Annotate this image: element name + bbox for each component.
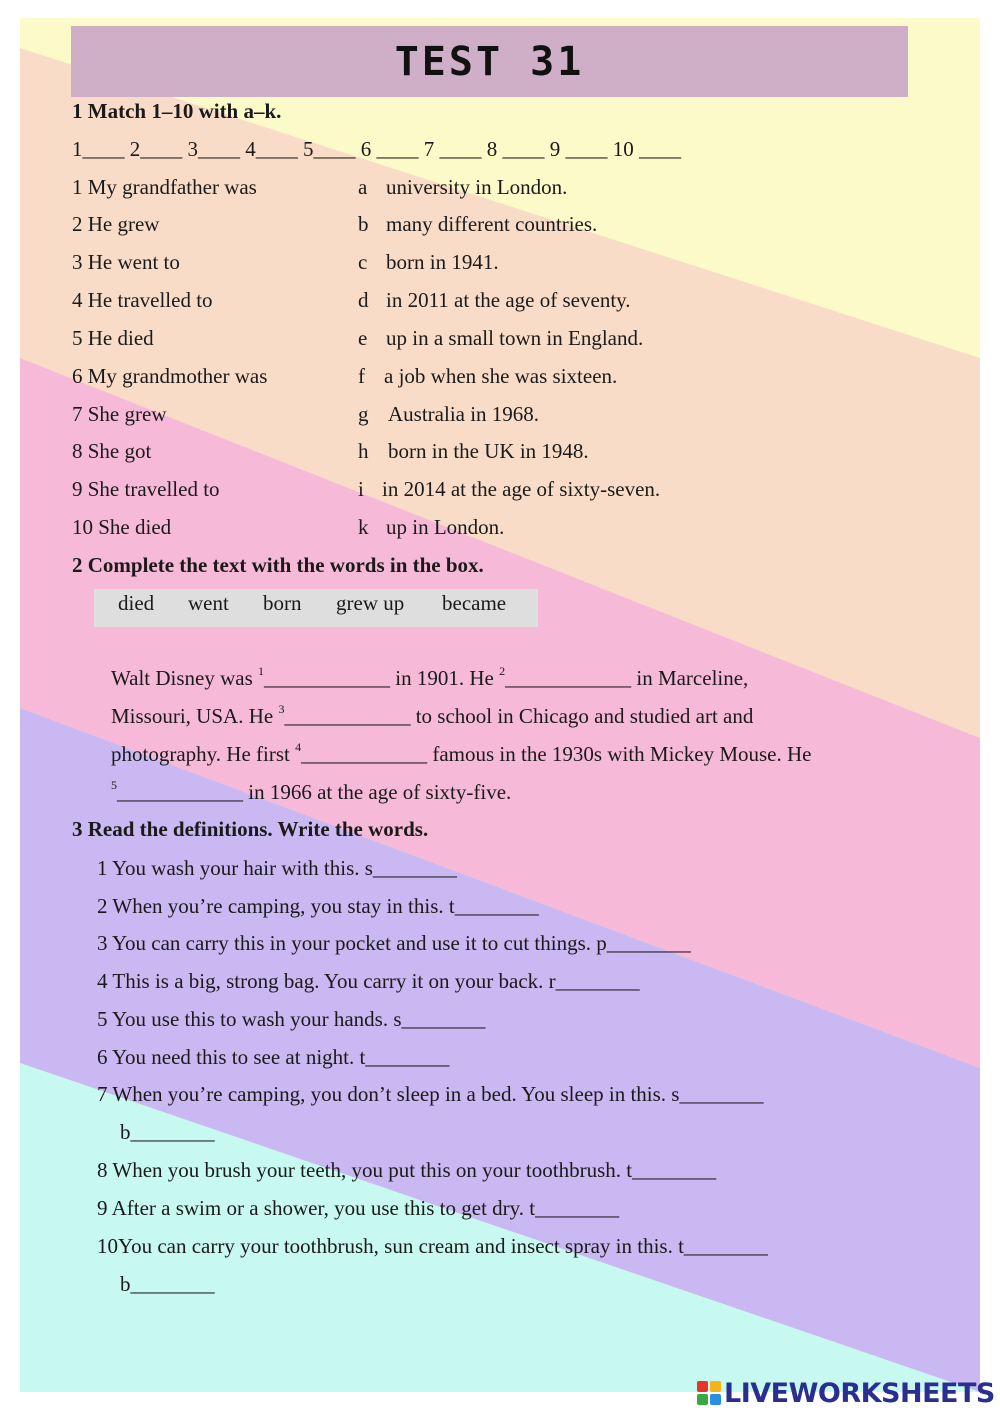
match-left-item: 5 He died bbox=[72, 326, 154, 350]
match-letter: f bbox=[358, 364, 365, 388]
match-right-item: many different countries. bbox=[386, 212, 598, 236]
definition-item[interactable]: 5 You use this to wash your hands. s________ bbox=[97, 1007, 486, 1031]
title-bar bbox=[71, 26, 908, 97]
definition-item[interactable]: 6 You need this to see at night. t________ bbox=[97, 1045, 450, 1069]
gap-fill-line bbox=[111, 779, 511, 805]
word-box-item: went bbox=[188, 591, 229, 615]
gap-number: 3 bbox=[278, 702, 285, 716]
definition-item[interactable]: 8 When you brush your teeth, you put this on your toothbrush. t________ bbox=[97, 1158, 717, 1182]
match-letter: k bbox=[358, 515, 369, 539]
gap-number: 5 bbox=[111, 778, 117, 792]
gap-blank[interactable]: ____________ to school in Chicago and studied art and bbox=[284, 704, 754, 728]
match-right-item: university in London. bbox=[386, 175, 568, 199]
gap-number: 2 bbox=[499, 664, 506, 678]
answer-line[interactable]: 1____ 2____ 3____ 4____ 5____ 6 ____ 7 ____ 8 ____ 9 ____ 10 ____ bbox=[72, 137, 681, 161]
word-box-item: died bbox=[118, 591, 155, 615]
definition-item-continuation[interactable]: b________ bbox=[120, 1272, 215, 1296]
match-left-item: 6 My grandmother was bbox=[72, 364, 268, 388]
liveworksheets-logo-icon bbox=[697, 1381, 721, 1405]
gap-blank[interactable]: ____________ in Marceline, bbox=[505, 666, 749, 690]
section3-heading: 3 Read the definitions. Write the words. bbox=[72, 817, 429, 841]
text-segment: Missouri, USA. He bbox=[111, 704, 279, 728]
word-box-item: grew up bbox=[336, 591, 405, 615]
gap-number: 4 bbox=[295, 740, 302, 754]
gap-number: 1 bbox=[258, 664, 265, 678]
match-right-item: up in a small town in England. bbox=[386, 326, 644, 350]
match-left-item: 8 She got bbox=[72, 439, 152, 463]
text-segment: Walt Disney was bbox=[111, 666, 259, 690]
match-letter: i bbox=[358, 477, 364, 501]
match-right-item: a job when she was sixteen. bbox=[384, 364, 618, 388]
match-letter: a bbox=[358, 175, 368, 199]
match-letter: e bbox=[358, 326, 368, 350]
gap-fill-line bbox=[111, 665, 748, 691]
definition-item[interactable]: 9 After a swim or a shower, you use this to get dry. t________ bbox=[97, 1196, 620, 1220]
word-box-item: born bbox=[263, 591, 302, 615]
match-left-item: 4 He travelled to bbox=[72, 288, 213, 312]
gap-blank[interactable]: ____________ famous in the 1930s with Mickey Mouse. He bbox=[301, 742, 812, 766]
definition-item[interactable]: 2 When you’re camping, you stay in this. t________ bbox=[97, 894, 539, 918]
match-right-item: in 2011 at the age of seventy. bbox=[386, 288, 631, 312]
word-box-item: became bbox=[442, 591, 507, 615]
match-left-item: 2 He grew bbox=[72, 212, 160, 236]
match-left-item: 10 She died bbox=[72, 515, 172, 539]
match-left-item: 9 She travelled to bbox=[72, 477, 220, 501]
match-letter: h bbox=[358, 439, 369, 463]
definition-item[interactable]: 3 You can carry this in your pocket and use it to cut things. p________ bbox=[97, 931, 691, 955]
match-right-item: born in the UK in 1948. bbox=[388, 439, 589, 463]
gap-fill-line bbox=[111, 741, 811, 767]
text-segment: photography. He first bbox=[111, 742, 296, 766]
match-letter: g bbox=[358, 402, 369, 426]
word-box bbox=[94, 589, 538, 627]
match-letter: d bbox=[358, 288, 369, 312]
match-letter: c bbox=[358, 250, 368, 274]
match-left-item: 1 My grandfather was bbox=[72, 175, 257, 199]
gap-fill-line bbox=[111, 703, 753, 729]
liveworksheets-logo[interactable] bbox=[697, 1378, 995, 1408]
gap-blank[interactable]: ____________ in 1966 at the age of sixty-five. bbox=[117, 780, 512, 804]
brand-name: LIVEWORKSHEETS bbox=[724, 1377, 995, 1409]
section1-heading: 1 Match 1–10 with a–k. bbox=[72, 99, 282, 123]
page-title: TEST 31 bbox=[394, 38, 585, 85]
match-right-item: up in London. bbox=[386, 515, 505, 539]
definition-item[interactable]: 4 This is a big, strong bag. You carry it on your back. r________ bbox=[97, 969, 640, 993]
definition-item[interactable]: 1 You wash your hair with this. s________ bbox=[97, 856, 457, 880]
gap-blank[interactable]: ____________ in 1901. He bbox=[264, 666, 500, 690]
definition-item[interactable]: 7 When you’re camping, you don’t sleep in a bed. You sleep in this. s________ bbox=[97, 1082, 764, 1106]
match-left-item: 7 She grew bbox=[72, 402, 167, 426]
match-right-item: in 2014 at the age of sixty-seven. bbox=[382, 477, 661, 501]
definition-item[interactable]: 10You can carry your toothbrush, sun cream and insect spray in this. t________ bbox=[97, 1234, 768, 1258]
definition-item-continuation[interactable]: b________ bbox=[120, 1120, 215, 1144]
match-letter: b bbox=[358, 212, 369, 236]
section2-heading: 2 Complete the text with the words in the box. bbox=[72, 553, 484, 577]
match-left-item: 3 He went to bbox=[72, 250, 180, 274]
match-right-item: born in 1941. bbox=[386, 250, 499, 274]
match-right-item: Australia in 1968. bbox=[388, 402, 540, 426]
